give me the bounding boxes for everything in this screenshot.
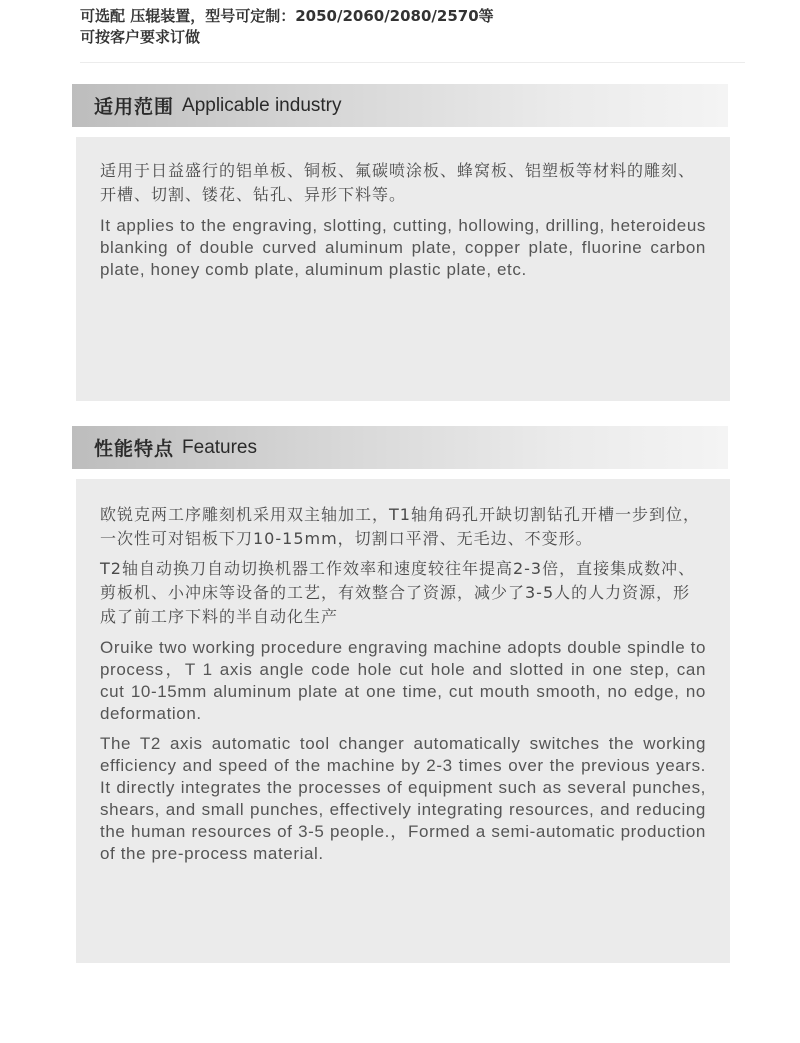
features-paragraph-1-en: Oruike two working procedure engraving machine adopts double spindle to process，T 1 axis angle code hole cut hole and slotted in one step, can cut 10-15mm aluminum plate at one time, cut mouth smooth, no edge, no deformation. (100, 638, 706, 723)
top-note (80, 6, 760, 48)
features-section-header (72, 426, 728, 469)
features-section-body (76, 479, 730, 963)
features-title-en: Features (182, 436, 257, 458)
applicable-section-header (72, 84, 728, 127)
features-paragraph-1-zh: 欧锐克两工序雕刻机采用双主轴加工，T1轴角码孔开缺切割钻孔开槽一步到位，一次性可对铝板下刀10-15mm，切割口平滑、无毛边、不变形。 (100, 505, 700, 548)
top-divider (80, 62, 745, 63)
applicable-section-body (76, 137, 730, 401)
features-title-zh: 性能特点 (94, 438, 175, 460)
applicable-title-zh: 适用范围 (94, 96, 175, 118)
features-paragraph-2-en: The T2 axis automatic tool changer automatically switches the working efficiency and speed of the machine by 2-3 times over the previous years. It directly integrates the processes of equipment such as several punches, shears, and small punches, effectively integrating resources, and reducing the human resources of 3-5 people.，Formed a semi-automatic production of the pre-process material. (100, 734, 706, 863)
applicable-paragraph-en: It applies to the engraving, slotting, cutting, hollowing, drilling, heteroideus blanking of double curved aluminum plate, copper plate, fluorine carbon plate, honey comb plate, aluminum plastic plate, etc. (100, 216, 706, 279)
top-note-line-1: 可选配 压辊装置，型号可定制：2050/2060/2080/2570等 (80, 7, 494, 25)
features-paragraph-2-zh: T2轴自动换刀自动切换机器工作效率和速度较往年提高2-3倍，直接集成数冲、剪板机、小冲床等设备的工艺，有效整合了资源，减少了3-5人的人力资源，形成了前工序下料的半自动化生产 (100, 559, 696, 626)
top-note-line-2: 可按客户要求订做 (80, 28, 201, 46)
applicable-paragraph-zh: 适用于日益盛行的铝单板、铜板、氟碳喷涂板、蜂窝板、铝塑板等材料的雕刻、开槽、切割、镂花、钻孔、异形下料等。 (100, 161, 696, 204)
applicable-title-en: Applicable industry (182, 94, 342, 116)
